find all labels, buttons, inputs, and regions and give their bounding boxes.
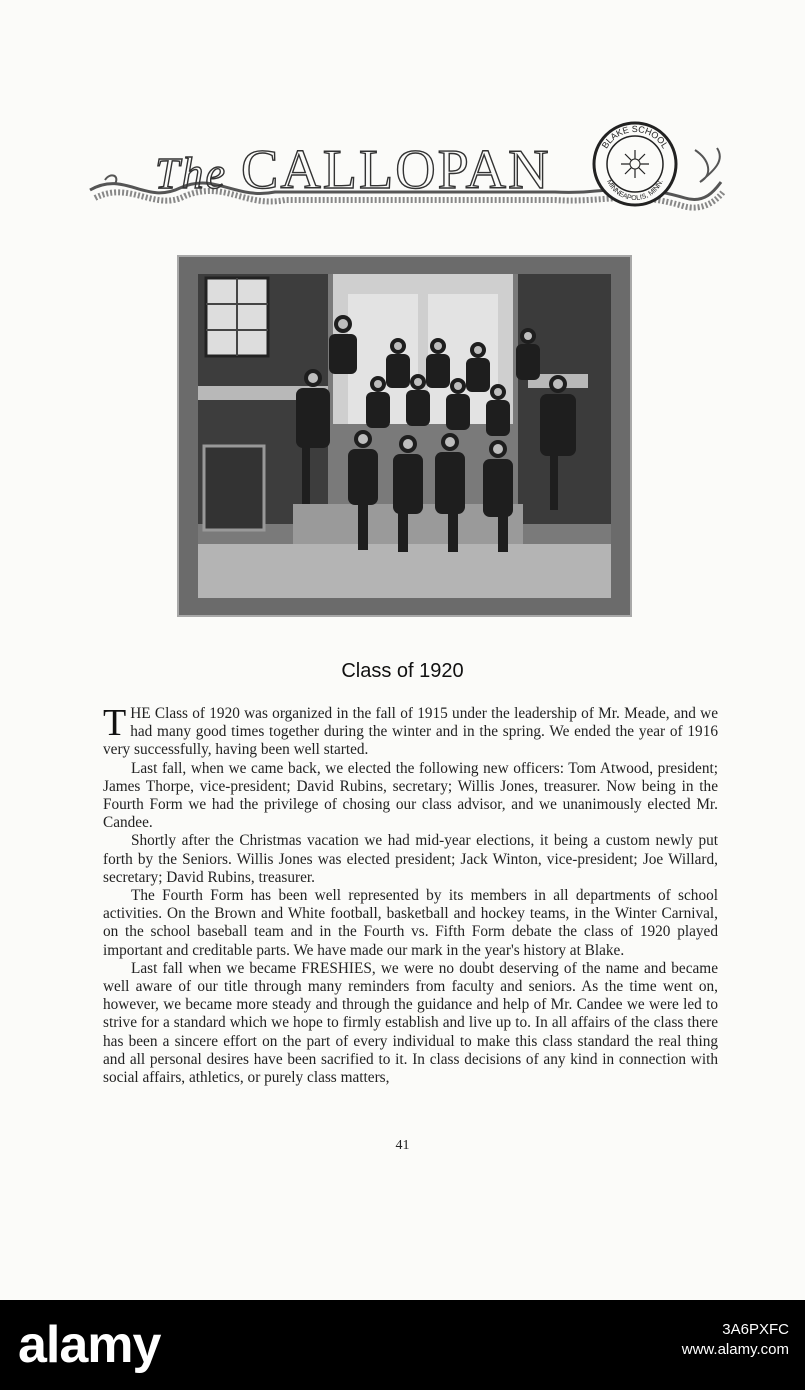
class-group-photo bbox=[198, 274, 611, 598]
watermark-site: www.alamy.com bbox=[681, 1341, 789, 1358]
paragraph-5: Last fall when we became FRESHIES, we were no doubt deserving of the name and became well aware of our title through many reminders from faculty and seniors. As the time went on, however, we became more steady and through the guidance and help of Mr. Candee we were led to strive for a standard which we hope to firmly establish and live up to. In all affairs of the class there has been a sincere effort on the part of every individual to make this class standard the real thing and all personal desires have been sacrified to it. In class decisions of any kind in connection with social affairs, athletics, or purely class matters, bbox=[103, 959, 718, 1087]
masthead-the: The bbox=[155, 149, 227, 198]
page-number: 41 bbox=[395, 1138, 410, 1153]
section-heading: Class of 1920 bbox=[341, 660, 464, 682]
watermark-logo: alamy bbox=[18, 1316, 161, 1374]
masthead bbox=[85, 120, 725, 220]
seal-bottom-text: MINNEAPOLIS, MINN. bbox=[605, 178, 665, 203]
photo-illustration bbox=[198, 274, 611, 598]
paragraph-1 bbox=[103, 702, 718, 760]
article-body bbox=[103, 702, 718, 1087]
school-seal-icon bbox=[591, 120, 679, 208]
paragraph-3: Shortly after the Christmas vacation we had mid-year elections, it being a custom newly put forth by the Seniors. Willis Jones was elected president; Jack Winton, vice-president; Joe Willard, secretary; David Rubins, treasurer. bbox=[103, 832, 718, 886]
watermark-bar bbox=[0, 1300, 805, 1390]
seal-top-text: BLAKE SCHOOL bbox=[599, 123, 671, 151]
paragraph-2: Last fall, when we came back, we elected the following new officers: Tom Atwood, president; James Thorpe, vice-president; David Rubins, secretary; Willis Jones, treasurer. Now being in the Fourth Form we had the privilege of chosing our class advisor, and we unanimously elected Mr. Candee. bbox=[103, 759, 718, 832]
paragraph-1-text: HE Class of 1920 was organized in the fall of 1915 under the leadership of Mr. Meade, and we had many good times together during the winter and in the spring. We ended the year of 1916 very successfully, having been well started. bbox=[103, 705, 718, 759]
watermark-info bbox=[682, 1320, 789, 1360]
paragraph-4: The Fourth Form has been well represented by its members in all departments of school activities. On the Brown and White football, basketball and hockey teams, in the Winter Carnival, on the school baseball team and in the Fourth vs. Fifth Form debate the class of 1920 played important and creditable parts. We have made our mark in the year's history at Blake. bbox=[103, 887, 718, 959]
photo-frame bbox=[177, 255, 632, 617]
masthead-callopan: CALLOPAN bbox=[241, 139, 551, 201]
watermark-image-id: 3A6PXFC bbox=[722, 1321, 789, 1338]
drop-cap: T bbox=[103, 702, 127, 744]
